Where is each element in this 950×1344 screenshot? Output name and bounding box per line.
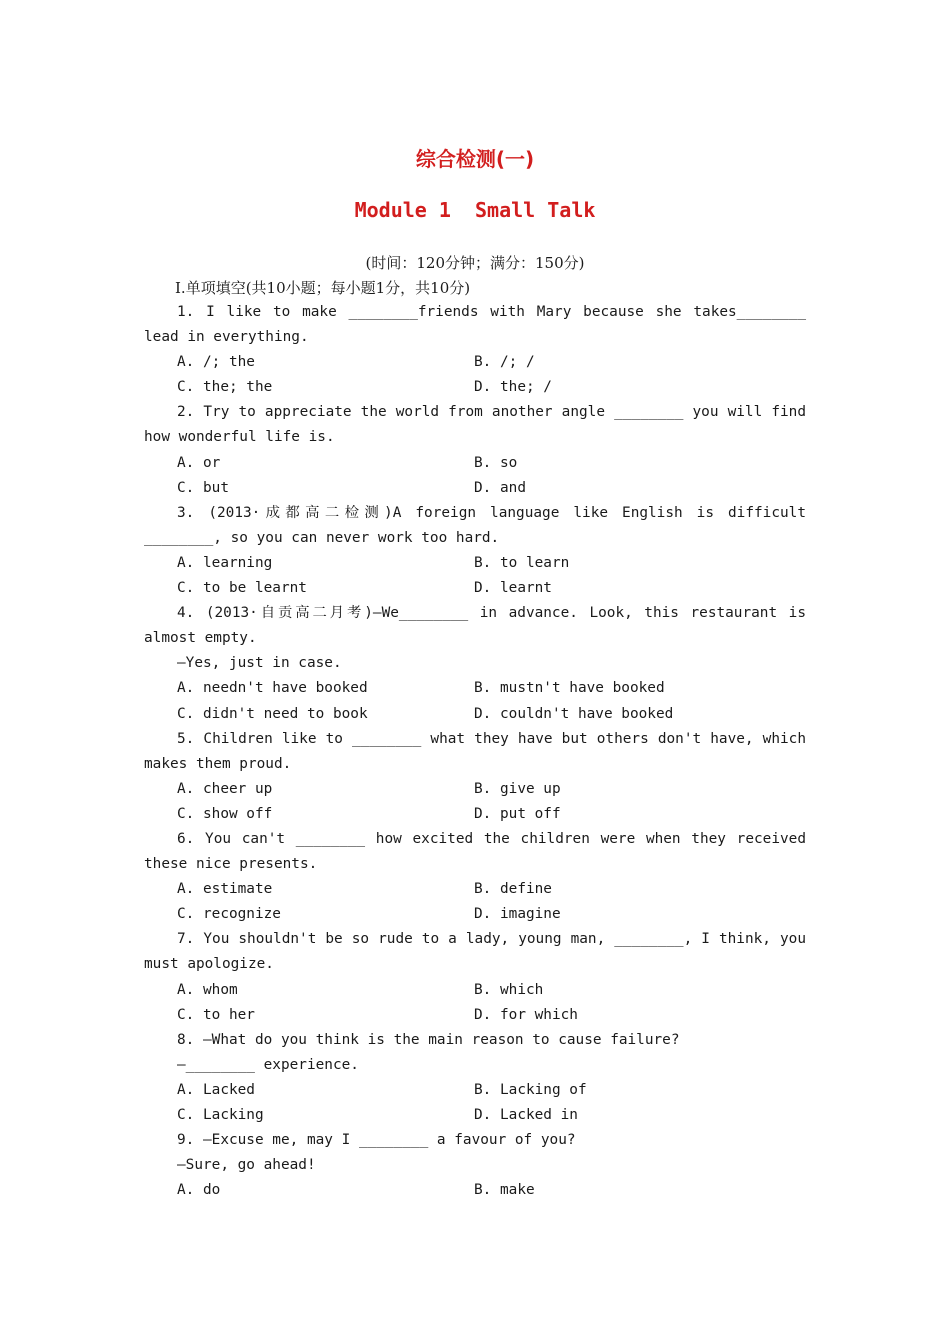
option-d: D. Lacked in bbox=[474, 1107, 578, 1123]
question-stem: 3. (2013·成都高二检测)A foreign language like English is difficult ________, so you can never work too hard. bbox=[144, 504, 806, 546]
question-stem: 8. —What do you think is the main reason to cause failure? bbox=[177, 1031, 680, 1048]
option-c: C. didn't need to book bbox=[177, 705, 368, 722]
option-c: C. but bbox=[177, 479, 229, 496]
option-d: D. and bbox=[474, 479, 526, 496]
question bbox=[144, 1028, 806, 1128]
option-grid bbox=[144, 676, 806, 726]
option-d: D. for which bbox=[474, 1006, 578, 1023]
question bbox=[144, 727, 806, 827]
question-stem: 2. Try to appreciate the world from another angle ________ you will find how wonderful life is. bbox=[144, 404, 806, 446]
option-grid bbox=[144, 777, 806, 827]
option-grid bbox=[144, 451, 806, 501]
option-d: D. put off bbox=[474, 805, 561, 822]
option-a: A. or bbox=[177, 454, 221, 471]
option-grid bbox=[144, 1078, 806, 1128]
option-b: B. to learn bbox=[474, 554, 570, 571]
question-list bbox=[144, 300, 806, 1203]
option-a: A. do bbox=[177, 1182, 221, 1199]
section-heading: Ⅰ.单项填空(共10小题；每小题1分，共10分) bbox=[175, 279, 471, 297]
option-c: C. recognize bbox=[177, 906, 281, 923]
option-c: C. to be learnt bbox=[177, 580, 307, 597]
module-title: Module 1 Small Talk bbox=[354, 198, 596, 222]
option-a: A. whom bbox=[177, 981, 238, 998]
option-a: A. /; the bbox=[177, 354, 255, 371]
option-c: C. show off bbox=[177, 805, 273, 822]
page-title: 综合检测(一) bbox=[415, 147, 535, 171]
option-grid bbox=[144, 350, 806, 400]
option-b: B. mustn't have booked bbox=[474, 680, 665, 697]
option-d: D. the; / bbox=[474, 379, 552, 396]
question bbox=[144, 400, 806, 500]
dialogue-reply: —Sure, go ahead! bbox=[177, 1157, 316, 1174]
question bbox=[144, 927, 806, 1027]
dialogue-reply: —________ experience. bbox=[177, 1056, 359, 1073]
option-a: A. estimate bbox=[177, 881, 273, 898]
option-d: D. imagine bbox=[474, 906, 561, 923]
option-c: C. Lacking bbox=[177, 1107, 264, 1123]
option-b: B. make bbox=[474, 1182, 535, 1199]
option-b: B. give up bbox=[474, 780, 561, 797]
question bbox=[144, 300, 806, 400]
option-a: A. cheer up bbox=[177, 780, 273, 797]
option-grid bbox=[144, 978, 806, 1028]
option-b: B. Lacking of bbox=[474, 1081, 587, 1098]
option-b: B. so bbox=[474, 454, 518, 471]
option-b: B. which bbox=[474, 981, 544, 998]
dialogue-reply: —Yes, just in case. bbox=[177, 655, 342, 672]
option-grid bbox=[144, 551, 806, 601]
exam-meta: (时间：120分钟；满分：150分) bbox=[365, 254, 585, 272]
question-stem: 7. You shouldn't be so rude to a lady, young man, ________, I think, you must apologize. bbox=[144, 931, 806, 973]
question-stem: 4. (2013·自贡高二月考)—We________ in advance. Look, this restaurant is almost empty. bbox=[144, 605, 806, 647]
question bbox=[144, 501, 806, 601]
option-d: D. couldn't have booked bbox=[474, 705, 674, 722]
question bbox=[144, 1128, 806, 1203]
option-b: B. define bbox=[474, 881, 552, 898]
question bbox=[144, 827, 806, 927]
option-b: B. /; / bbox=[474, 354, 535, 371]
option-grid bbox=[144, 877, 806, 927]
option-a: A. needn't have booked bbox=[177, 680, 368, 697]
option-d: D. learnt bbox=[474, 580, 552, 597]
option-c: C. the; the bbox=[177, 379, 273, 396]
question-stem: 1. I like to make ________friends with Mary because she takes________ lead in everything. bbox=[144, 304, 806, 346]
option-a: A. learning bbox=[177, 554, 273, 571]
option-grid bbox=[144, 1178, 806, 1203]
option-a: A. Lacked bbox=[177, 1081, 255, 1098]
question-stem: 6. You can't ________ how excited the children were when they received these nice presents. bbox=[144, 830, 806, 873]
question bbox=[144, 601, 806, 726]
option-c: C. to her bbox=[177, 1006, 255, 1023]
question-stem: 9. —Excuse me, may I ________ a favour of you? bbox=[177, 1132, 576, 1149]
question-stem: 5. Children like to ________ what they have but others don't have, which makes them proud. bbox=[144, 730, 806, 772]
